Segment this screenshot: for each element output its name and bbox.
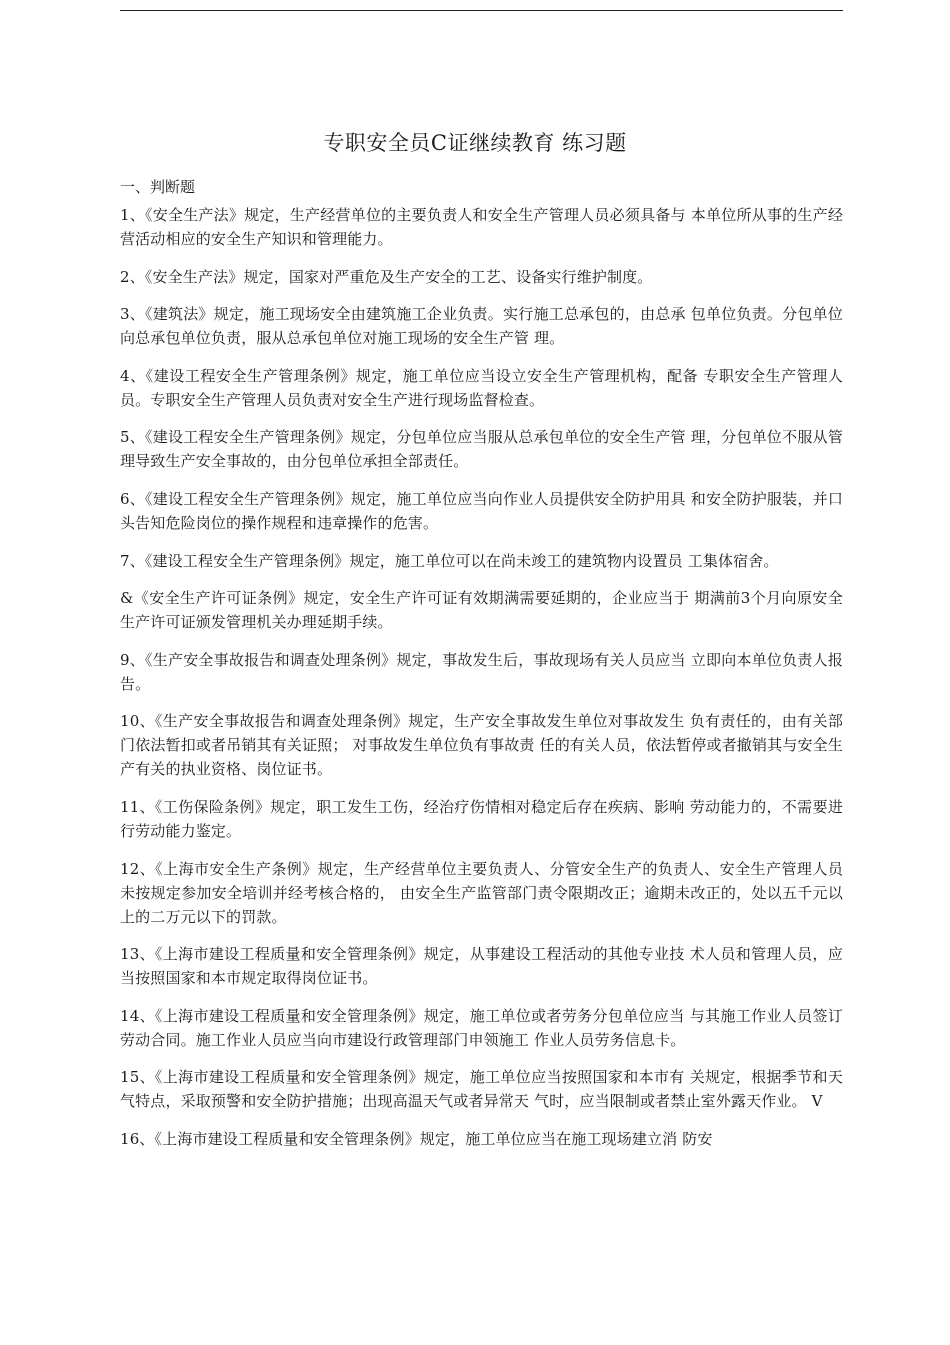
question-10: 10、《生产安全事故报告和调查处理条例》规定，生产安全事故发生单位对事故发生 负有责任的，由有关部门依法暂扣或者吊销其有关证照； 对事故发生单位负有事故责 任的有关人员，依法暂停或者撤销其与安全生产有关的执业资格、岗位证书。 (120, 712, 843, 779)
section-heading: 一、判断题 (120, 178, 196, 196)
question-3: 3、《建筑法》规定，施工现场安全由建筑施工企业负责。实行施工总承包的，由总承 包单位负责。分包单位向总承包单位负责，服从总承包单位对施工现场的安全生产管 理。 (120, 305, 843, 348)
question-5: 5、《建设工程安全生产管理条例》规定，分包单位应当服从总承包单位的安全生产管 理，分包单位不服从管理导致生产安全事故的，由分包单位承担全部责任。 (120, 428, 843, 471)
question-16: 16、《上海市建设工程质量和安全管理条例》规定，施工单位应当在施工现场建立消 防安 (120, 1129, 713, 1148)
question-9: 9、《生产安全事故报告和调查处理条例》规定，事故发生后，事故现场有关人员应当 立即向本单位负责人报告。 (120, 650, 843, 693)
question-11: 11、《工伤保险条例》规定，职工发生工伤，经治疗伤情相对稳定后存在疾病、影响 劳动能力的，不需要进行劳动能力鉴定。 (120, 797, 843, 840)
document-title: 专职安全员C证继续教育 练习题 (323, 131, 627, 155)
question-13: 13、《上海市建设工程质量和安全管理条例》规定，从事建设工程活动的其他专业技 术人员和管理人员，应当按照国家和本市规定取得岗位证书。 (120, 945, 843, 988)
question-6: 6、《建设工程安全生产管理条例》规定，施工单位应当向作业人员提供安全防护用具 和安全防护服装，并口头告知危险岗位的操作规程和违章操作的危害。 (120, 489, 843, 532)
question-8: &《安全生产许可证条例》规定，安全生产许可证有效期满需要延期的，企业应当于 期满前3个月向原安全生产许可证颁发管理机关办理延期手续。 (120, 589, 843, 632)
question-4: 4、《建设工程安全生产管理条例》规定，施工单位应当设立安全生产管理机构，配备 专职安全生产管理人员。专职安全生产管理人员负责对安全生产进行现场监督检查。 (120, 366, 843, 409)
question-15: 15、《上海市建设工程质量和安全管理条例》规定，施工单位应当按照国家和本市有 关规定，根据季节和天气特点，采取预警和安全防护措施；出现高温天气或者异常天 气时，应当限制或者禁止室外露天作业。 V (120, 1068, 843, 1111)
question-7: 7、《建设工程安全生产管理条例》规定，施工单位可以在尚未竣工的建筑物内设置员 工集体宿舍。 (120, 551, 779, 570)
question-2: 2、《安全生产法》规定，国家对严重危及生产安全的工艺、设备实行维护制度。 (120, 267, 653, 286)
question-14: 14、《上海市建设工程质量和安全管理条例》规定，施工单位或者劳务分包单位应当 与其施工作业人员签订劳动合同。施工作业人员应当向市建设行政管理部门申领施工 作业人员劳务信息卡。 (120, 1006, 843, 1049)
question-list (120, 203, 843, 1165)
header-rule (120, 10, 843, 11)
question-1: 1、《安全生产法》规定，生产经营单位的主要负责人和安全生产管理人员必须具备与 本单位所从事的生产经营活动相应的安全生产知识和管理能力。 (120, 206, 843, 248)
question-12: 12、《上海市安全生产条例》规定，生产经营单位主要负责人、分管安全生产的负责人、安全生产管理人员未按规定参加安全培训并经考核合格的， 由安全生产监管部门责令限期改正；逾期未改正的，处以五千元以上的二万元以下的罚款。 (120, 859, 843, 926)
